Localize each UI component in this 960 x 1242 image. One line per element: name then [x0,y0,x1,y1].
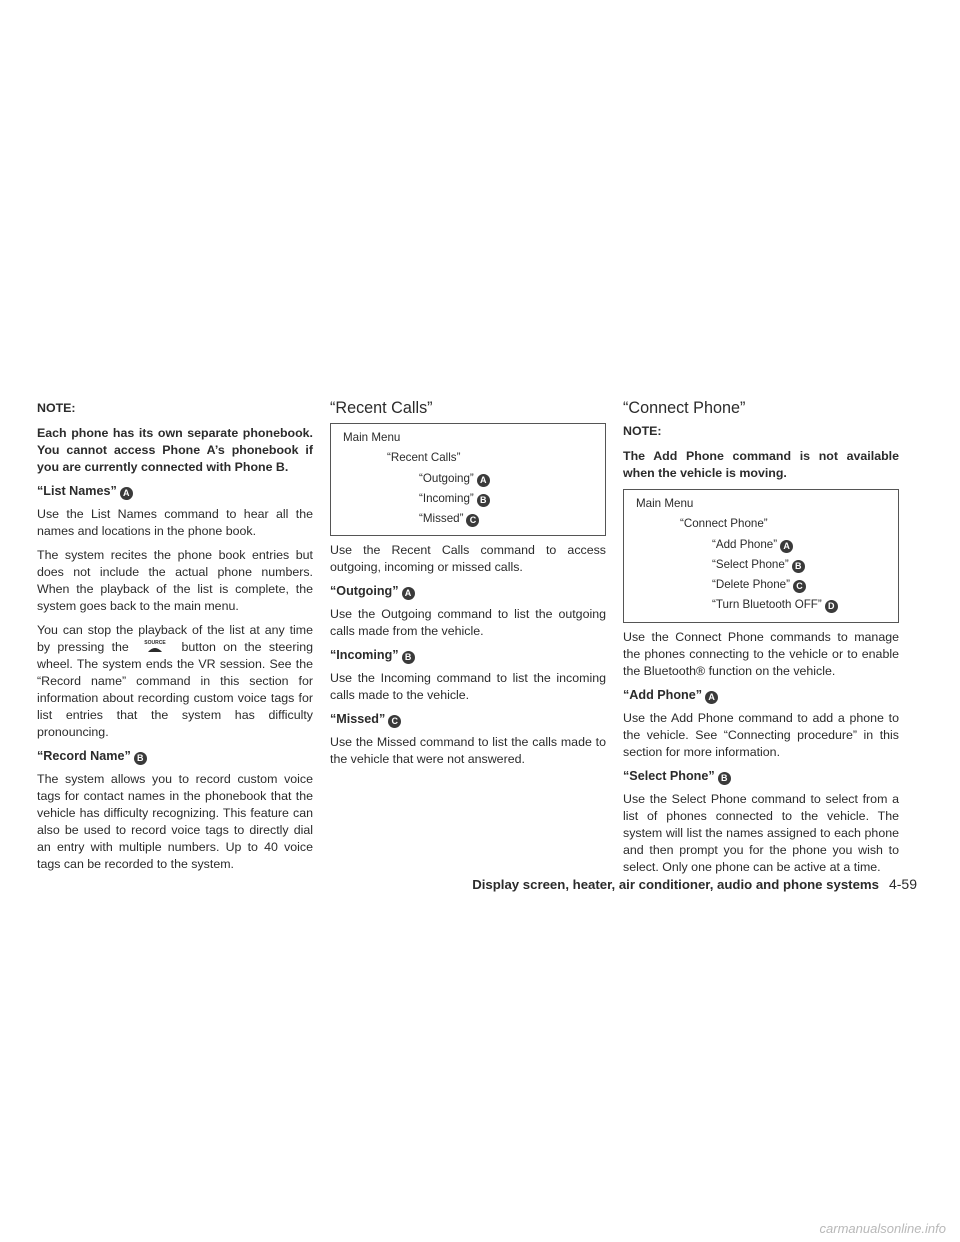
menu-item-incoming [343,489,597,509]
menu-root: Main Menu [343,431,401,444]
badge-a-icon: A [705,691,718,704]
select-phone-heading-text: “Select Phone” [623,768,715,783]
menu-item-missed [343,509,597,529]
note-text: The Add Phone command is not available when the vehicle is moving. [623,449,899,480]
list-names-paragraph-2: The system recites the phone book entries but does not include the actual phone numbers. When the playback of the list is complete, the system goes back to the main menu. [37,548,313,613]
connect-phone-intro: Use the Connect Phone commands to manage the phones connecting to the vehicle or to enable the Bluetooth® function on the vehicle. [623,629,899,678]
menu-item-label: “Incoming” [419,491,474,505]
badge-a-icon: A [402,587,415,600]
outgoing-text: Use the Outgoing command to list the outgoing calls made from the vehicle. [330,607,606,639]
list-names-heading [37,483,313,500]
badge-a-icon: A [780,540,793,553]
badge-b-icon: B [134,752,147,765]
menu-item-add-phone [636,535,890,555]
stop-playback-paragraph [37,622,313,741]
menu-item-outgoing [343,469,597,489]
menu-item-label: “Select Phone” [712,557,789,571]
stop-playback-pre: You can stop the playback of the list at any time by pressing the [37,623,313,654]
page-footer [472,876,917,892]
recent-calls-intro: Use the Recent Calls command to access outgoing, incoming or missed calls. [330,543,606,575]
note-label: NOTE: [37,401,76,415]
record-name-paragraph: The system allows you to record custom voice tags for contact names in the phonebook that the vehicle has difficulty recognizing. This feature can also be used to record voice tags to directly dial an entry with multiple numbers. Up to 40 voice tags can be recorded to the system. [37,772,313,871]
record-name-heading-text: “Record Name” [37,749,131,763]
menu-level1: “Connect Phone” [680,517,768,531]
menu-item-label: “Missed” [419,512,464,526]
menu-root: Main Menu [636,497,694,510]
source-button-icon [138,639,172,653]
incoming-heading [330,647,606,664]
outgoing-heading [330,583,606,600]
menu-item-select-phone [636,555,890,575]
menu-level1: “Recent Calls” [387,451,461,465]
recent-calls-menu-tree [330,423,606,536]
badge-b-icon: B [792,560,805,573]
badge-c-icon: C [466,514,479,527]
add-phone-heading [623,687,899,704]
menu-item-label: “Outgoing” [419,471,474,485]
badge-d-icon: D [825,600,838,613]
badge-a-icon: A [477,474,490,487]
list-names-heading-text: “List Names” [37,484,117,498]
column-left [37,400,313,880]
missed-heading-text: “Missed” [330,712,386,727]
outgoing-heading-text: “Outgoing” [330,584,399,599]
source-icon-label: SOURCE [144,640,166,646]
stop-playback-post: button on the steering wheel. The system ends the VR session. See the “Record name” command in this section for information about recording custom voice tags for list entries that the system has difficulty pronouncing. [37,640,313,739]
badge-c-icon: C [793,580,806,593]
missed-heading [330,711,606,728]
column-middle [330,400,606,775]
recent-calls-title: “Recent Calls” [330,399,433,417]
menu-item-label: “Turn Bluetooth OFF” [712,598,822,612]
incoming-heading-text: “Incoming” [330,648,399,663]
note-label: NOTE: [623,424,662,438]
column-right [623,400,899,883]
section-title: Display screen, heater, air conditioner, audio and phone systems [472,877,879,892]
menu-item-label: “Delete Phone” [712,578,790,592]
connect-phone-menu-tree [623,489,899,623]
menu-item-label: “Add Phone” [712,537,778,551]
badge-b-icon: B [402,651,415,664]
add-phone-heading-text: “Add Phone” [623,687,703,702]
watermark: carmanualsonline.info [819,1221,946,1236]
badge-b-icon: B [718,772,731,785]
menu-item-delete-phone [636,575,890,595]
missed-text: Use the Missed command to list the calls made to the vehicle that were not answered. [330,735,606,767]
add-phone-text: Use the Add Phone command to add a phone to the vehicle. See “Connecting procedure” in this section for more information. [623,710,899,759]
badge-c-icon: C [388,715,401,728]
menu-item-turn-bluetooth-off [636,595,890,615]
page-number: 4-59 [888,876,917,892]
connect-phone-title: “Connect Phone” [623,399,746,417]
badge-a-icon: A [120,487,133,500]
badge-b-icon: B [477,494,490,507]
select-phone-text: Use the Select Phone command to select from a list of phones connected to the vehicle. The system will list the names assigned to each phone and then prompt you for the phone you wish to select. Only one phone can be active at a time. [623,791,899,874]
note-text: Each phone has its own separate phonebook. You cannot access Phone A’s phonebook if you are currently connected with Phone B. [37,426,313,474]
select-phone-heading [623,768,899,785]
record-name-heading [37,748,313,765]
list-names-paragraph-1: Use the List Names command to hear all the names and locations in the phone book. [37,507,313,538]
incoming-text: Use the Incoming command to list the incoming calls made to the vehicle. [330,671,606,703]
